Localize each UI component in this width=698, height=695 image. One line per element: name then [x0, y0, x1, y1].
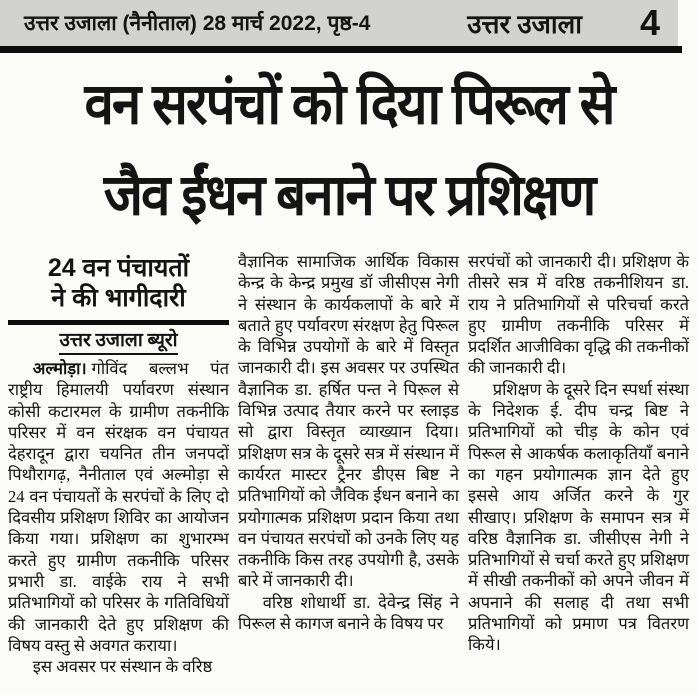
paragraph-text: गोविंद बल्लभ पंत राष्ट्रीय हिमालयी पर्यावरण संस्थान कोसी कटारमल के ग्रामीण तकनीकि परिसर में वन संरक्षक वन पंचायत देहरादून द्वारा चयनित तीन जनपदों पिथौरागढ़, नैनीताल एवं अल्मोड़ा से 24 वन पंचायतों के सरपंचों के लिए दो दिवसीय प्रशिक्षण शिविर का आयोजन किया गया। प्रशिक्षण का शुभारम्भ करते हुए ग्रामीण तकनीकि परिसर प्रभारी डा. वाईके राय ने सभी प्रतिभागियों को परिसर के गतिविधियों की जानकारी देते हुए प्रशिक्षण की विषय वस्तु से अवगत कराया। — [8, 359, 229, 655]
paragraph-text: सरपंचों को जानकारी दी। प्रशिक्षण के तीसरे सत्र में वरिष्ठ तकनीशियन डा. राय ने प्रतिभागियों से परिचर्चा करते हुए ग्रामीण तकनीकि परिसर में प्रदर्शित आजीविका वृद्धि की तकनीकों की जानकारी दी। — [468, 252, 689, 378]
article-column-2 — [238, 251, 459, 634]
paragraph — [238, 251, 459, 592]
masthead-title: उत्तर उजाला — [467, 9, 582, 39]
subheading-line-1: 24 वन पंचायतों — [47, 254, 190, 282]
paragraph — [238, 592, 459, 635]
subheading-rule — [8, 320, 229, 325]
paragraph — [8, 358, 229, 656]
paragraph — [468, 251, 689, 379]
article-body — [0, 245, 698, 677]
paragraph — [8, 656, 229, 677]
paragraph-text: वैज्ञानिक सामाजिक आर्थिक विकास केन्द्र के केन्द्र प्रमुख डॉ जीसीएस नेगी ने संस्थान के कार्यकलापों के बारे में बताते हुए पर्यावरण संरक्षण हेतु पिरूल के विभिन्न उपयोगों के बारे में विस्तृत जानकारी दी। इस अवसर पर उपस्थित वैज्ञानिक डा. हर्षित पन्त ने पिरूल से विभिन्न उत्पाद तैयार करने पर स्लाइड सो द्वारा विस्तृत व्याख्यान दिया। प्रशिक्षण सत्र के दूसरे सत्र में संस्थान में कार्यरत मास्टर ट्रैनर डीएस बिष्ट ने प्रतिभागियों को जैविक ईधन बनाने का प्रयोगात्मक प्रशिक्षण प्रदान किया तथा वन पंचायत सरपंचों को उनके लिए यह तकनीकि किस तरह उपयोगी है, उसके बारे में जानकारी दी। — [238, 252, 459, 591]
subheading-line-2: ने की भागीदारी — [51, 284, 186, 312]
newspaper-header-bar — [0, 0, 678, 46]
headline-line-1: वन सरपंचों को दिया पिरूल से — [84, 72, 614, 137]
edition-date-text: उत्तर उजाला (नैनीताल) 28 मार्च 2022, पृष्ठ-4 — [24, 12, 371, 35]
paragraph-text: वरिष्ठ शोधार्थी डा. देवेन्द्र सिंह ने पिरूल से कागज बनाने के विषय पर — [238, 592, 459, 634]
page-number: 4 — [639, 2, 660, 43]
paragraph — [468, 379, 689, 656]
article-column-1 — [8, 251, 229, 677]
dateline: अल्मोड़ा। — [32, 359, 87, 378]
headline-line-2: जैव ईंधन बनाने पर प्रशिक्षण — [103, 163, 595, 228]
article-headline — [0, 53, 698, 245]
subheading — [8, 251, 229, 313]
byline — [8, 330, 229, 355]
paragraph-text: इस अवसर पर संस्थान के वरिष्ठ — [32, 657, 213, 677]
header-rule — [0, 46, 682, 53]
byline-text: उत्तर उजाला ब्यूरो — [59, 330, 177, 355]
article-column-3 — [468, 251, 689, 656]
paragraph-text: प्रशिक्षण के दूसरे दिन स्पर्धा संस्था के निदेशक ई. दीप चन्द्र बिष्ट ने प्रतिभागियों को चीड़ के कोन एवं पिरूल से आकर्षक कलाकृतियाँ बनाने का गहन प्रयोगात्मक ज्ञान देते हुए इससे आय अर्जित करने के गुर सीखाए। प्रशिक्षण के समापन सत्र में वरिष्ठ वैज्ञानिक डा. जीसीएस नेगी ने प्रतिभागियों से चर्चा करते हुए प्रशिक्षण में सीखी तकनीकों को अपने जीवन में अपनाने की सलाह दी तथा सभी प्रतिभागियों को प्रमाण पत्र वितरण किये। — [468, 379, 689, 655]
